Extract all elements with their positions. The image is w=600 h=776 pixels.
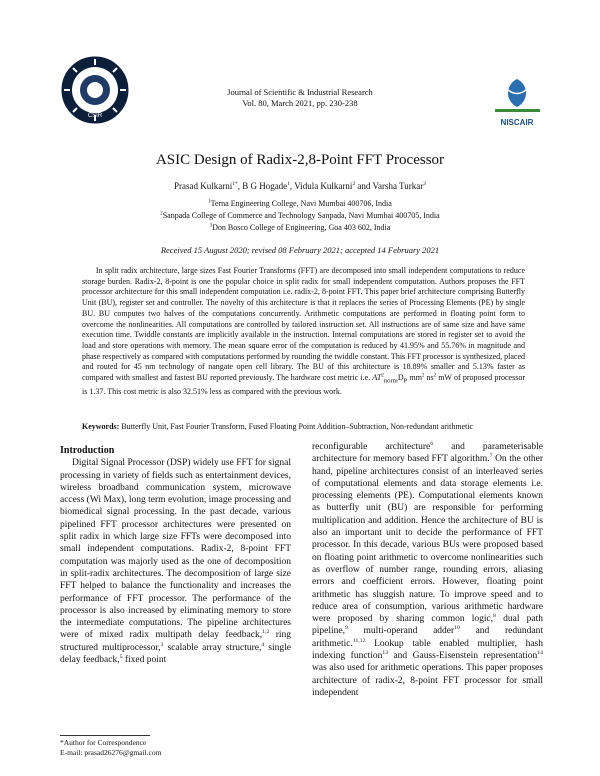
- footnote: [60, 738, 291, 758]
- intro-column-left: [60, 445, 291, 666]
- footnote-divider: [60, 735, 150, 736]
- received-dates: Received 15 August 2020; revised 08 February 2021; accepted 14 February 2021: [160, 245, 440, 255]
- csir-logo: [60, 55, 130, 125]
- keywords-label: Keywords:: [82, 422, 120, 431]
- author-note: *Author for Correspondence: [60, 738, 147, 747]
- journal-info: Vol. 80, March 2021, pp. 230-238: [242, 98, 358, 108]
- niscair-logo: [485, 75, 550, 130]
- intro-heading: Introduction: [60, 445, 115, 456]
- author-email: E-mail: prasad26276@gmail.com: [60, 748, 162, 757]
- journal-header: [200, 87, 400, 109]
- affiliation-2: $^2$Sanpada College of Commerce and Technology Sanpada, Navi Mumbai 400705, India: [160, 211, 440, 220]
- intro-left-text: Digital Signal Processor (DSP) widely use FFT for signal processing in variety of fields such as entertainment devices, wireless broadband communication system, microwave access (Wi Max), long term evolution, image processing and biomedical signal processing. In the past decade, various pipelined FFT processor architectures were presented on split radix in which large size FFTs were decomposed into small independent computations. Radix-2, 8-point FFT computation was majorly used as the one of decomposition in split-radix architectures. The decomposition of large size FFT helped to balance the functionality and increases the performance of FFT processor. The performance of the processor is also increased by eliminating memory to store the intermediate computations. The pipeline architectures were of mixed radix multipath delay feedback,$^{1,2}$ ring structured multiprocessor,$^3$ scalable array structure,$^4$ single delay feedback,$^5$ fixed point: [60, 458, 291, 666]
- journal-name: Journal of Scientific & Industrial Research: [227, 87, 373, 97]
- abstract: In split radix architecture, large sizes Fast Fourier Transforms (FFT) are decomposed into small independent computations to reduce storage burden. Radix-2, 8-point is one the popular choice in split radix for small independent computation. Authors proposes the FFT processor architecture for this small independent computation i.e. radix-2, 8-point FFT. This paper brief architecture comprising Butterfly Unit (BU), register set and controller. The novelty of this architecture is that it replaces the series of Processing Elements (PE) by single BU. BU computes two halves of the computations concurrently. Arithmetic computations are performed in floating point form to overcome the nonlinearities. All computations are controlled by tailored instruction set. All instructions are of same size and have same execution time. Twiddle constants are implicitly available in the instruction. Internal computations are stored in register set to avoid the load and store operations with memory. The mean square error of the computation is reduced by 41.95% and 55.76% in magnitude and phase respectively as compared with computations performed by rounding the twiddle constant. This FFT processor is synthesized, placed and routed for 45 nm technology of nangate open cell library. The BU of this architecture is 18.89% smaller and 5.13% faster as compared with smallest and fastest BU reported previously. The hardware cost metric i.e. $AT^2_{norm}D_P$ $mm^2$ $ns^2$ mW of proposed processor is 1.37. This cost metric is also 32.51% less as compared with the previous work.: [82, 266, 525, 397]
- affiliation-1: $^1$Terna Engineering College, Navi Mumbai 400706, India: [208, 199, 392, 208]
- paper-title: ASIC Design of Radix-2,8-Point FFT Processor: [155, 152, 445, 168]
- intro-column-right: [312, 441, 543, 699]
- svg-text:NISCAIR: NISCAIR: [500, 118, 534, 127]
- authors: Prasad Kulkarni$^{1*}$, B G Hogade$^1$, Vidula Kulkarni$^2$ and Varsha Turkar$^3$: [174, 181, 426, 191]
- svg-text:CSIR: CSIR: [87, 113, 103, 119]
- affiliation-3: $^3$Don Bosco College of Engineering, Goa 403 602, India: [209, 223, 391, 232]
- intro-right-text: reconfigurable architecture$^6$ and parameterisable architecture for memory based FFT algorithm.$^7$ On the other hand, pipeline architectures consist of an interleaved series of computational elements and data storage elements i.e. processing elements (PE). Computational elements known as butterfly unit (BU) are responsible for performing multiplication and addition. Hence the architecture of BU is also an important unit to decide the performance of FFT processor. In this decade, various BUs were proposed based on floating point arithmetic to overcome nonlinearities such as overflow of number range, rounding errors, aliasing errors and coefficient errors. However, floating point arithmetic has sluggish nature. To improve speed and to reduce area of consumption, various arithmetic hardware were proposed by sharing common logic,$^8$ dual path pipeline,$^9$ multi-operand adder$^{10}$ and redundant arithmetic.$^{11,12}$ Lookup table enabled multiplier, hash indexing function$^{13}$ and Gauss-Eisenstein representation$^{14}$ was also used for arithmetic operations. This paper proposes architecture of radix-2, 8-point FFT processor for small independent: [312, 440, 544, 698]
- keywords: [82, 422, 525, 431]
- keywords-list: Butterfly Unit, Fast Fourier Transform, Fused Floating Point Addition–Subtraction, Non-redundant arithmetic: [121, 422, 474, 431]
